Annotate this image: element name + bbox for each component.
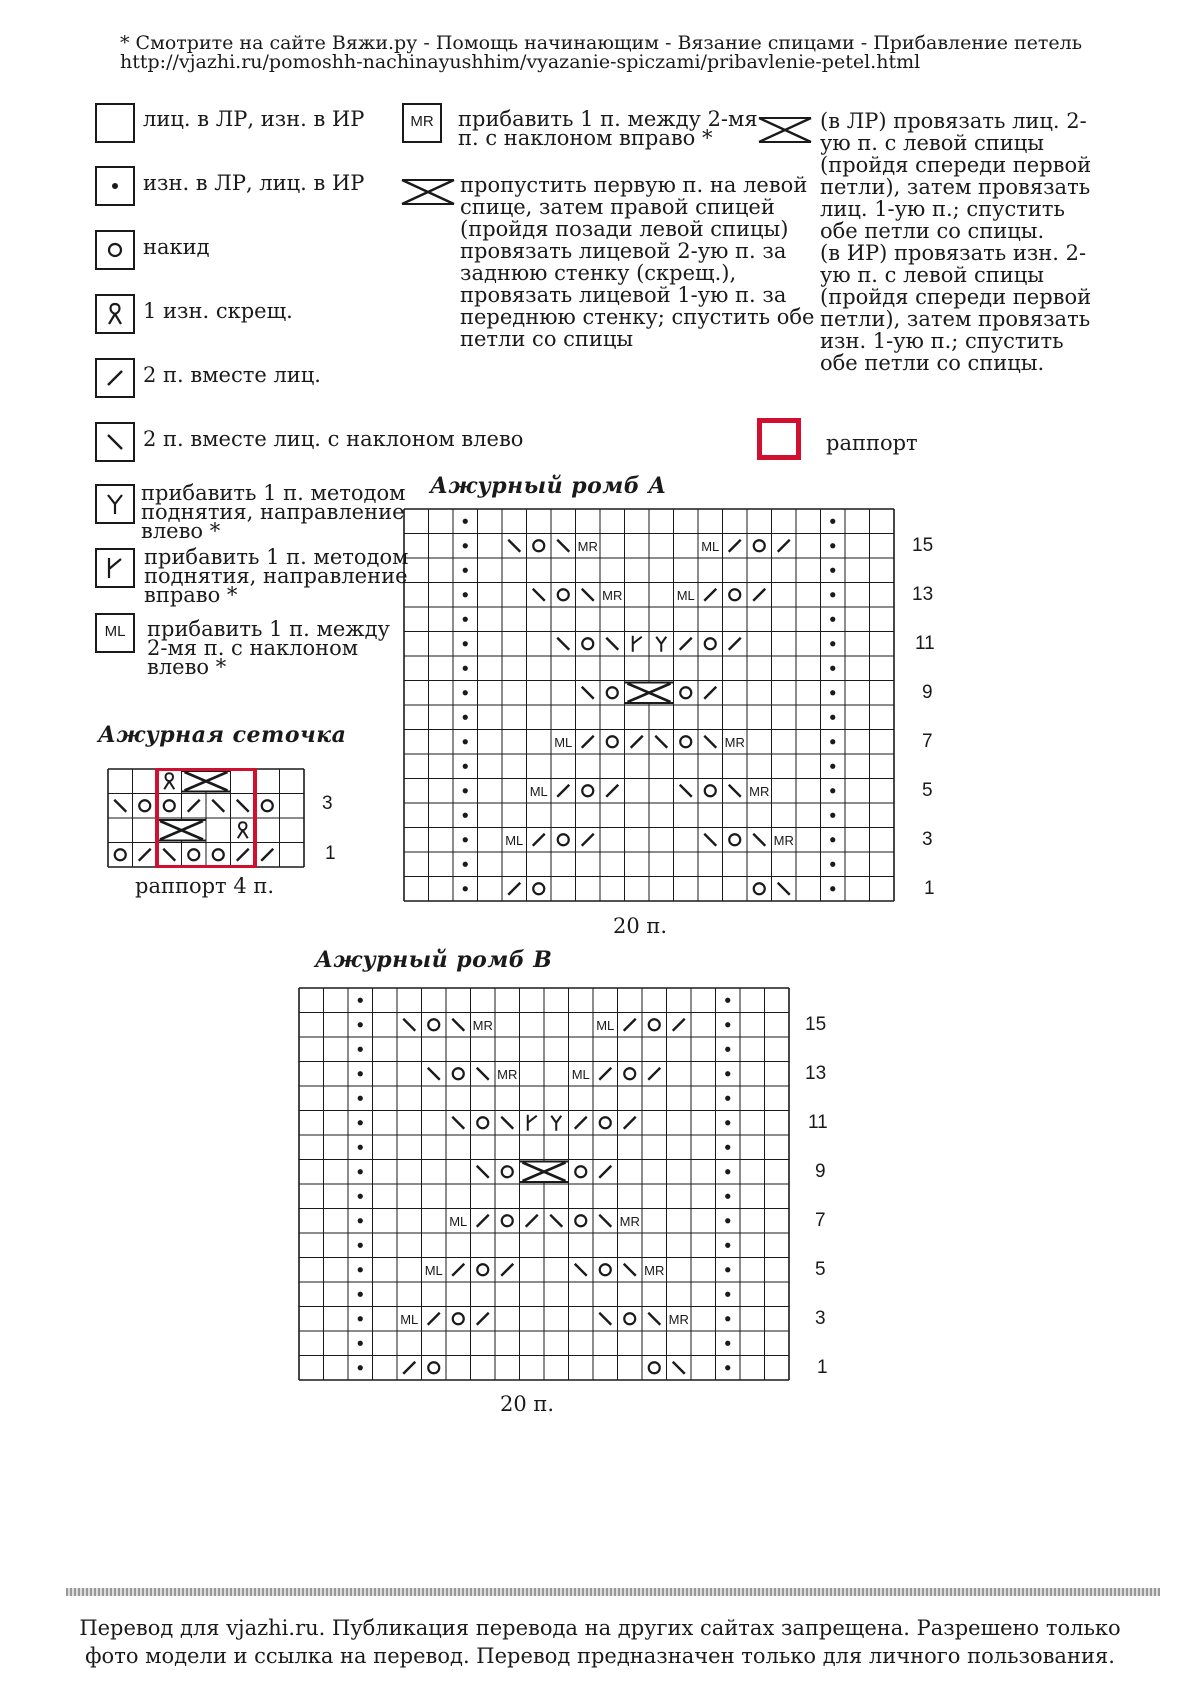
legend-cross-right-line: петли), затем провязать (820, 307, 1091, 331)
make-left-stitch: ML (400, 1311, 419, 1327)
k2tog-stitch (188, 800, 200, 812)
ssk-stitch (501, 1117, 513, 1129)
purl-stitch (358, 1022, 363, 1027)
purl-stitch (358, 1365, 363, 1370)
ssk-stitch (114, 800, 126, 812)
make-left-stitch: ML (505, 832, 524, 848)
left-lifted-increase-stitch (656, 637, 666, 652)
purl-stitch (830, 739, 835, 744)
yarn-over-stitch (477, 1117, 488, 1128)
make-right-stitch: MR (577, 538, 598, 554)
k2tog-stitch (237, 849, 249, 861)
legend-mr (458, 107, 758, 150)
legend-cross-right-line: обе петли со спицы. (820, 219, 1045, 243)
legend-ml-line: влево * (147, 655, 227, 679)
diamond-b-row-label: 9 (815, 1161, 826, 1182)
yarn-over-stitch (453, 1068, 464, 1079)
diamond-b-row-label: 5 (815, 1259, 826, 1280)
make-right-stitch: MR (668, 1311, 689, 1327)
make-right-stitch: MR (644, 1262, 665, 1278)
legend-rli-line: поднятия, направление (144, 564, 408, 588)
ssk-stitch (582, 687, 594, 699)
purl-stitch (463, 739, 468, 744)
yarn-over-stitch (680, 687, 691, 698)
ssk-stitch (729, 785, 741, 797)
k2tog-stitch (477, 1313, 489, 1325)
purl-stitch (725, 1096, 730, 1101)
ssk-stitch (655, 736, 667, 748)
k2tog-stitch (261, 849, 273, 861)
make-left-stitch: ML (701, 538, 720, 554)
purl-stitch (358, 998, 363, 1003)
purl-stitch (358, 1145, 363, 1150)
k2tog-stitch (704, 589, 716, 601)
purl-stitch (830, 886, 835, 891)
purl-stitch (463, 641, 468, 646)
legend-cross-left-line: заднюю стенку (скрещ.), (460, 261, 737, 285)
purl-stitch (830, 715, 835, 720)
cross-left-stitch (157, 819, 206, 842)
make-right-symbol (402, 103, 442, 143)
purl-stitch (830, 666, 835, 671)
purl-stitch (830, 617, 835, 622)
purl-stitch (725, 1365, 730, 1370)
yarn-over-stitch (453, 1313, 464, 1324)
purl-stitch (830, 764, 835, 769)
yarn-over-stitch (188, 849, 199, 860)
legend-cross-left-line: провязать лицевой 2-ую п. за (460, 239, 787, 263)
k2tog-stitch (778, 540, 790, 552)
cross-left-stitch (625, 682, 674, 705)
purl-stitch (830, 543, 835, 548)
yarn-over-stitch (533, 540, 544, 551)
purl-stitch (358, 1316, 363, 1321)
purl-stitch (830, 813, 835, 818)
yarn-over-stitch (502, 1215, 513, 1226)
yarn-over-stitch (624, 1068, 635, 1079)
legend-cross-left (460, 174, 814, 350)
purl-stitch (725, 1243, 730, 1248)
legend-lli (141, 481, 406, 543)
k2tog-stitch (753, 589, 765, 601)
ssk-stitch (606, 638, 618, 650)
purl-stitch (830, 519, 835, 524)
k2tog-stitch (526, 1215, 538, 1227)
right-lifted-increase-stitch (633, 636, 642, 652)
k2tog-stitch (582, 834, 594, 846)
legend-ml-line: 2-мя п. с наклоном (147, 636, 359, 660)
legend-cross-right-line: (пройдя спереди первой (820, 153, 1092, 177)
legend-lli-line: прибавить 1 п. методом (141, 481, 406, 505)
yarn-over-stitch (428, 1362, 439, 1373)
make-right-stitch: MR (619, 1213, 640, 1229)
purl-stitch (830, 788, 835, 793)
yarn-over-stitch (502, 1166, 513, 1177)
k2tog-stitch (428, 1313, 440, 1325)
left-lifted-increase-stitch (551, 1116, 561, 1131)
diamond-b-chart (298, 987, 792, 1382)
purl-stitch (830, 690, 835, 695)
ssk-stitch (575, 1264, 587, 1276)
purl-stitch (725, 1194, 730, 1199)
purl-stitch (463, 715, 468, 720)
legend-rli-line: вправо * (144, 583, 238, 607)
yarn-over-stitch (477, 1264, 488, 1275)
purl-stitch (725, 1071, 730, 1076)
cross-right-symbol (757, 116, 813, 144)
diamond-a-title: Ажурный ромб А (430, 473, 667, 499)
make-left-stitch: ML (571, 1066, 590, 1082)
legend-cross-right-line: (в ИР) провязать изн. 2- (820, 241, 1087, 265)
diamond-b-row-label: 13 (805, 1063, 827, 1084)
legend-purl: изн. в ЛР, лиц. в ИР (143, 171, 365, 195)
purl-stitch (358, 1292, 363, 1297)
purl-symbol (95, 166, 135, 206)
ssk-stitch (778, 883, 790, 895)
purl-stitch (463, 837, 468, 842)
legend-cross-right (820, 110, 1091, 374)
purl-stitch (358, 1267, 363, 1272)
purl-stitch (358, 1071, 363, 1076)
yarn-over-stitch (262, 800, 273, 811)
ssk-stitch (452, 1019, 464, 1031)
ssk-stitch (599, 1215, 611, 1227)
legend-cross-left-line: (пройдя позади левой спицы) (460, 217, 789, 241)
k2tog-stitch (599, 1166, 611, 1178)
ssk-stitch (237, 800, 249, 812)
purl-stitch (358, 1243, 363, 1248)
legend-ssk: 2 п. вместе лиц. с наклоном влево (143, 427, 524, 451)
yarn-over-stitch (729, 589, 740, 600)
k2tog-stitch (508, 883, 520, 895)
ssk-stitch (428, 1068, 440, 1080)
yarn-over-stitch (115, 849, 126, 860)
purl-stitch (358, 1194, 363, 1199)
k2tog-symbol (95, 358, 135, 398)
legend-k2tog: 2 п. вместе лиц. (143, 363, 321, 387)
diamond-a-row-label: 15 (912, 535, 934, 556)
purl-stitch (725, 1145, 730, 1150)
k2tog-stitch (582, 736, 594, 748)
ssk-stitch (753, 834, 765, 846)
diamond-a-row-label: 3 (922, 829, 933, 850)
k2tog-stitch (624, 1019, 636, 1031)
yarn-over-stitch (754, 883, 765, 894)
yarn-over-stitch (533, 883, 544, 894)
diamond-a-chart (403, 508, 897, 903)
yarn-over-stitch (558, 589, 569, 600)
make-right-stitch: MR (472, 1017, 493, 1033)
purl-tbl-stitch (238, 822, 248, 838)
k2tog-stitch (403, 1362, 415, 1374)
ssk-stitch (557, 540, 569, 552)
ssk-stitch (599, 1313, 611, 1325)
purl-stitch (725, 1267, 730, 1272)
purl-stitch (358, 1341, 363, 1346)
diamond-a-row-label: 11 (915, 633, 935, 654)
make-left-stitch: ML (449, 1213, 468, 1229)
ssk-stitch (212, 800, 224, 812)
repeat-symbol (757, 418, 801, 460)
yarn-over-stitch (600, 1117, 611, 1128)
diamond-a-row-label: 9 (922, 682, 933, 703)
mesh-chart (107, 768, 309, 868)
left-lifted-increase-symbol (95, 484, 135, 524)
yarn-over-stitch (624, 1313, 635, 1324)
ssk-stitch (163, 849, 175, 861)
purl-stitch (830, 837, 835, 842)
k2tog-stitch (729, 540, 741, 552)
yarn-over-stitch (575, 1215, 586, 1226)
legend-repeat: раппорт (826, 431, 918, 455)
diamond-a-caption: 20 п. (613, 914, 668, 938)
diamond-a-row-label: 5 (922, 780, 933, 801)
legend-cross-right-line: изн. 1-ую п.; спустить (820, 329, 1064, 353)
ssk-stitch (508, 540, 520, 552)
ssk-stitch (704, 736, 716, 748)
k2tog-stitch (606, 785, 618, 797)
legend-cross-left-line: провязать лицевой 1-ую п. за (460, 283, 787, 307)
k2tog-stitch (631, 736, 643, 748)
k2tog-stitch (680, 638, 692, 650)
purl-stitch (830, 862, 835, 867)
footer-line1: Перевод для vjazhi.ru. Публикация перевода на других сайтах запрещена. Разрешено только (79, 1616, 1121, 1640)
k2tog-stitch (704, 687, 716, 699)
yarn-over-stitch (705, 638, 716, 649)
purl-stitch (463, 519, 468, 524)
ssk-stitch (550, 1215, 562, 1227)
diamond-b-row-label: 1 (817, 1357, 828, 1378)
k2tog-stitch (729, 638, 741, 650)
legend-rli (144, 545, 409, 607)
k2tog-stitch (533, 834, 545, 846)
make-left-stitch: ML (596, 1017, 615, 1033)
ssk-stitch (624, 1264, 636, 1276)
purl-stitch (725, 1218, 730, 1223)
legend-cross-right-line: ую п. с левой спицы (820, 131, 1044, 155)
yarn-over-stitch (428, 1019, 439, 1030)
yarn-over-stitch (582, 785, 593, 796)
ssk-stitch (403, 1019, 415, 1031)
diamond-b-row-label: 3 (815, 1308, 826, 1329)
legend-yo: накид (143, 235, 210, 259)
purl-stitch (358, 1120, 363, 1125)
yarn-over-stitch (729, 834, 740, 845)
purl-stitch (463, 788, 468, 793)
purl-tbl-symbol (95, 294, 135, 334)
make-right-stitch: MR (497, 1066, 518, 1082)
purl-stitch (463, 568, 468, 573)
k2tog-stitch (673, 1019, 685, 1031)
ssk-stitch (452, 1117, 464, 1129)
purl-stitch (463, 543, 468, 548)
purl-stitch (830, 568, 835, 573)
cross-left-symbol (400, 178, 456, 206)
diamond-a-row-label: 7 (922, 731, 933, 752)
mesh-row-label: 1 (325, 843, 336, 864)
yarn-over-stitch (649, 1362, 660, 1373)
ssk-stitch (477, 1166, 489, 1178)
yarn-over-symbol (95, 230, 135, 270)
yarn-over-stitch (680, 736, 691, 747)
purl-stitch (358, 1047, 363, 1052)
make-right-stitch: MR (749, 783, 770, 799)
purl-stitch (725, 1169, 730, 1174)
diamond-a-row-label: 1 (924, 878, 935, 899)
legend-mr-line: п. с наклоном вправо * (458, 126, 713, 150)
legend-purl-tbl: 1 изн. скрещ. (143, 299, 293, 323)
legend-lli-line: влево * (141, 519, 221, 543)
footer-separator (66, 1588, 1160, 1596)
yarn-over-stitch (213, 849, 224, 860)
purl-stitch (463, 666, 468, 671)
ssk-symbol (95, 422, 135, 462)
ssk-stitch (533, 589, 545, 601)
ssk-stitch (557, 638, 569, 650)
purl-stitch (463, 862, 468, 867)
make-left-symbol (95, 613, 135, 653)
purl-stitch (725, 1022, 730, 1027)
purl-stitch (463, 764, 468, 769)
legend-cross-left-line: спице, затем правой спицей (460, 195, 775, 219)
mr-symbol-text: MR (410, 113, 434, 130)
diamond-b-caption: 20 п. (500, 1392, 555, 1416)
k2tog-stitch (599, 1068, 611, 1080)
purl-stitch (725, 1047, 730, 1052)
yarn-over-stitch (649, 1019, 660, 1030)
yarn-over-stitch (754, 540, 765, 551)
yarn-over-stitch (139, 800, 150, 811)
purl-stitch (463, 690, 468, 695)
make-right-stitch: MR (773, 832, 794, 848)
ssk-stitch (704, 834, 716, 846)
purl-stitch (725, 1341, 730, 1346)
header-line1: * Смотрите на сайте Вяжи.ру - Помощь начинающим - Вязание спицами - Прибавление петель (120, 32, 1083, 54)
yarn-over-stitch (558, 834, 569, 845)
purl-stitch (358, 1096, 363, 1101)
purl-stitch (725, 1316, 730, 1321)
make-left-stitch: ML (529, 783, 548, 799)
yarn-over-stitch (607, 687, 618, 698)
yarn-over-stitch (582, 638, 593, 649)
diamond-b-row-label: 15 (805, 1014, 827, 1035)
ssk-stitch (680, 785, 692, 797)
yarn-over-stitch (607, 736, 618, 747)
purl-stitch (358, 1169, 363, 1174)
yarn-over-stitch (600, 1264, 611, 1275)
legend-rli-line: прибавить 1 п. методом (144, 545, 409, 569)
legend-ml (147, 617, 390, 679)
purl-stitch (830, 641, 835, 646)
purl-stitch (463, 886, 468, 891)
legend-cross-left-line: пропустить первую п. на левой (460, 173, 808, 197)
purl-stitch (463, 617, 468, 622)
purl-stitch (725, 1292, 730, 1297)
cross-right-stitch (182, 770, 231, 793)
diamond-b-title: Ажурный ромб B (315, 947, 553, 973)
k2tog-stitch (557, 785, 569, 797)
purl-stitch (358, 1218, 363, 1223)
yarn-over-stitch (575, 1166, 586, 1177)
k2tog-stitch (139, 849, 151, 861)
legend-cross-left-line: переднюю стенку; спустить обе (460, 305, 815, 329)
mesh-title: Ажурная сеточка (98, 722, 347, 748)
purl-stitch (725, 1120, 730, 1125)
mesh-row-label: 3 (322, 793, 333, 814)
make-left-stitch: ML (424, 1262, 443, 1278)
right-lifted-increase-symbol (95, 548, 135, 588)
legend-cross-right-line: (в ЛР) провязать лиц. 2- (820, 109, 1087, 133)
make-left-stitch: ML (554, 734, 573, 750)
footer-line2: фото модели и ссылка на перевод. Перевод предназначен только для личного пользования. (85, 1644, 1115, 1668)
header (120, 34, 1082, 72)
purl-stitch (725, 998, 730, 1003)
ssk-stitch (648, 1313, 660, 1325)
diamond-b-row-label: 11 (808, 1112, 828, 1133)
k2tog-stitch (624, 1117, 636, 1129)
yarn-over-stitch (705, 785, 716, 796)
ml-symbol-text: ML (104, 623, 126, 640)
legend-cross-right-line: петли), затем провязать (820, 175, 1091, 199)
k2tog-stitch (501, 1264, 513, 1276)
legend-knit: лиц. в ЛР, изн. в ИР (143, 107, 365, 131)
ssk-stitch (582, 589, 594, 601)
legend-cross-left-line: петли со спицы (460, 327, 634, 351)
diamond-b-row-label: 7 (815, 1210, 826, 1231)
diamond-a-row-label: 13 (912, 584, 934, 605)
right-lifted-increase-stitch (528, 1115, 537, 1131)
knit-symbol (95, 103, 135, 143)
legend-lli-line: поднятия, направление (141, 500, 405, 524)
purl-stitch (830, 592, 835, 597)
yarn-over-stitch (164, 800, 175, 811)
legend-cross-right-line: обе петли со спицы. (820, 351, 1045, 375)
k2tog-stitch (648, 1068, 660, 1080)
legend-cross-right-line: ую п. с левой спицы (820, 263, 1044, 287)
legend-cross-right-line: (пройдя спереди первой (820, 285, 1092, 309)
k2tog-stitch (575, 1117, 587, 1129)
legend-mr-line: прибавить 1 п. между 2-мя (458, 107, 758, 131)
purl-stitch (463, 592, 468, 597)
k2tog-stitch (477, 1215, 489, 1227)
make-right-stitch: MR (602, 587, 623, 603)
cross-left-stitch (520, 1161, 569, 1184)
legend-cross-right-line: лиц. 1-ую п.; спустить (820, 197, 1065, 221)
legend-ml-line: прибавить 1 п. между (147, 617, 390, 641)
purl-tbl-stitch (164, 773, 174, 789)
header-url: http://vjazhi.ru/pomoshh-nachinayushhim/vyazanie-spiczami/pribavlenie-petel.html (120, 51, 921, 73)
ssk-stitch (477, 1068, 489, 1080)
make-left-stitch: ML (676, 587, 695, 603)
footer (0, 1614, 1200, 1670)
k2tog-stitch (452, 1264, 464, 1276)
ssk-stitch (673, 1362, 685, 1374)
make-right-stitch: MR (724, 734, 745, 750)
mesh-caption: раппорт 4 п. (135, 874, 275, 898)
purl-stitch (463, 813, 468, 818)
